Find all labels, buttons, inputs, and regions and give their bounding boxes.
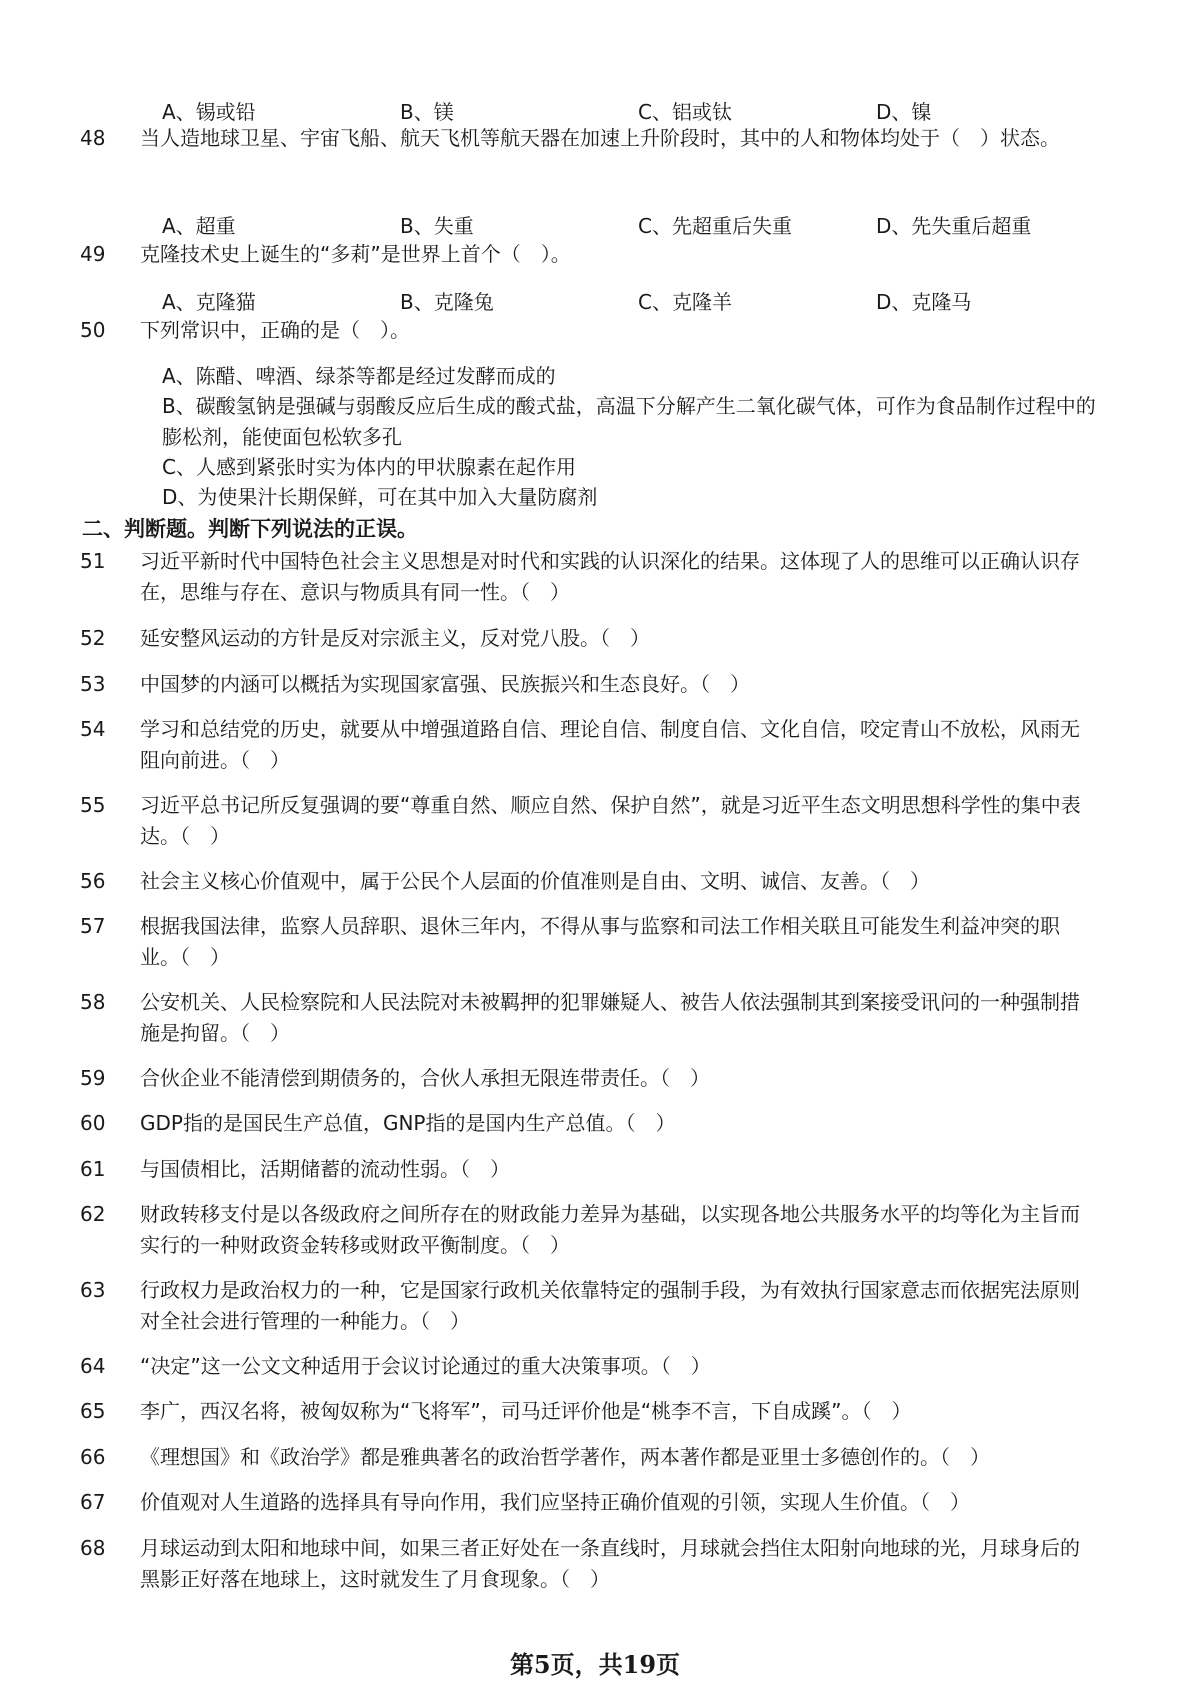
q48-options [162, 210, 1122, 240]
question-text: 克隆技术史上诞生的“多莉”是世界上首个（ ）。 [140, 242, 571, 266]
question-text: 习近平总书记所反复强调的要“尊重自然、顺应自然、保护自然”，就是习近平生态文明思想科学性的集中表达。（ ） [140, 793, 1081, 848]
q48-option-d: D、先失重后超重 [876, 214, 1032, 238]
question-number: 54 [80, 717, 106, 741]
question-number: 52 [80, 626, 106, 650]
question-text: GDP指的是国民生产总值，GNP指的是国内生产总值。（ ） [140, 1111, 676, 1135]
question-text: 与国债相比，活期储蓄的流动性弱。（ ） [140, 1157, 510, 1181]
section-title: 二、判断题。判断下列说法的正误。 [82, 517, 418, 541]
question-number: 58 [80, 990, 106, 1014]
q47-option-b: B、镁 [400, 100, 454, 124]
question-number: 66 [80, 1445, 106, 1469]
q49-option-b: B、克隆兔 [400, 290, 494, 314]
question-number: 61 [80, 1157, 106, 1181]
question-number: 64 [80, 1354, 106, 1378]
question-number: 68 [80, 1536, 106, 1560]
question-number: 60 [80, 1111, 106, 1135]
q50-option-b: B、碳酸氢钠是强碱与弱酸反应后生成的酸式盐，高温下分解产生二氧化碳气体，可作为食品制作过程中的膨松剂，能使面包松软多孔 [162, 394, 1096, 449]
question-text: 财政转移支付是以各级政府之间所存在的财政能力差异为基础，以实现各地公共服务水平的均等化为主旨而实行的一种财政资金转移或财政平衡制度。（ ） [140, 1202, 1080, 1257]
question-text: 延安整风运动的方针是反对宗派主义，反对党八股。（ ） [140, 626, 650, 650]
question-text: 公安机关、人民检察院和人民法院对未被羁押的犯罪嫌疑人、被告人依法强制其到案接受讯问的一种强制措施是拘留。（ ） [140, 990, 1080, 1045]
question-text: 社会主义核心价值观中，属于公民个人层面的价值准则是自由、文明、诚信、友善。（ ） [140, 869, 930, 893]
question-number: 63 [80, 1278, 106, 1302]
q47-option-a: A、锡或铅 [162, 100, 256, 124]
question-text: 合伙企业不能清偿到期债务的，合伙人承担无限连带责任。（ ） [140, 1066, 710, 1090]
question-number: 51 [80, 549, 106, 573]
q49-option-d: D、克隆马 [876, 290, 972, 314]
question-text: 习近平新时代中国特色社会主义思想是对时代和实践的认识深化的结果。这体现了人的思维可以正确认识存在，思维与存在、意识与物质具有同一性。（ ） [140, 549, 1080, 604]
question-text: 月球运动到太阳和地球中间，如果三者正好处在一条直线时，月球就会挡住太阳射向地球的光，月球身后的黑影正好落在地球上，这时就发生了月食现象。（ ） [140, 1536, 1080, 1591]
q47-option-c: C、铝或钛 [638, 100, 732, 124]
q48-option-a: A、超重 [162, 214, 236, 238]
question-number: 57 [80, 914, 106, 938]
question-text: 《理想国》和《政治学》都是雅典著名的政治哲学著作，两本著作都是亚里士多德创作的。（ ） [140, 1445, 990, 1469]
question-number: 56 [80, 869, 106, 893]
question-number: 48 [80, 126, 106, 150]
question-number: 50 [80, 318, 106, 342]
question-number: 62 [80, 1202, 106, 1226]
q50-option-d: D、为使果汁长期保鲜，可在其中加入大量防腐剂 [162, 485, 598, 509]
q47-option-d: D、镍 [876, 100, 932, 124]
question-number: 67 [80, 1490, 106, 1514]
question-text: 行政权力是政治权力的一种，它是国家行政机关依靠特定的强制手段，为有效执行国家意志而依据宪法原则对全社会进行管理的一种能力。（ ） [140, 1278, 1080, 1333]
q49-option-a: A、克隆猫 [162, 290, 256, 314]
question-text: 当人造地球卫星、宇宙飞船、航天飞机等航天器在加速上升阶段时，其中的人和物体均处于（ ）状态。 [140, 126, 1060, 150]
question-text: 学习和总结党的历史，就要从中增强道路自信、理论自信、制度自信、文化自信，咬定青山不放松，风雨无阻向前进。（ ） [140, 717, 1080, 772]
question-number: 49 [80, 242, 106, 266]
question-text: 下列常识中，正确的是（ ）。 [140, 318, 410, 342]
page-footer: 第5页，共19页 [509, 1650, 681, 1679]
question-text: 根据我国法律，监察人员辞职、退休三年内，不得从事与监察和司法工作相关联且可能发生利益冲突的职业。（ ） [140, 914, 1060, 969]
q48-option-c: C、先超重后失重 [638, 214, 792, 238]
question-text: 李广，西汉名将，被匈奴称为“飞将军”，司马迁评价他是“桃李不言，下自成蹊”。（ ） [140, 1399, 912, 1423]
q49-options [162, 286, 1122, 316]
question-number: 53 [80, 672, 106, 696]
question-text: 中国梦的内涵可以概括为实现国家富强、民族振兴和生态良好。（ ） [140, 672, 750, 696]
q50-option-c: C、人感到紧张时实为体内的甲状腺素在起作用 [162, 455, 576, 479]
question-number: 59 [80, 1066, 106, 1090]
q49-option-c: C、克隆羊 [638, 290, 732, 314]
q50-option-a: A、陈醋、啤酒、绿茶等都是经过发酵而成的 [162, 364, 556, 388]
question-number: 55 [80, 793, 106, 817]
question-text: “决定”这一公文文种适用于会议讨论通过的重大决策事项。（ ） [140, 1354, 711, 1378]
q48-option-b: B、失重 [400, 214, 474, 238]
q47-options [162, 96, 1122, 126]
question-number: 65 [80, 1399, 106, 1423]
question-text: 价值观对人生道路的选择具有导向作用，我们应坚持正确价值观的引领，实现人生价值。（ ） [140, 1490, 970, 1514]
